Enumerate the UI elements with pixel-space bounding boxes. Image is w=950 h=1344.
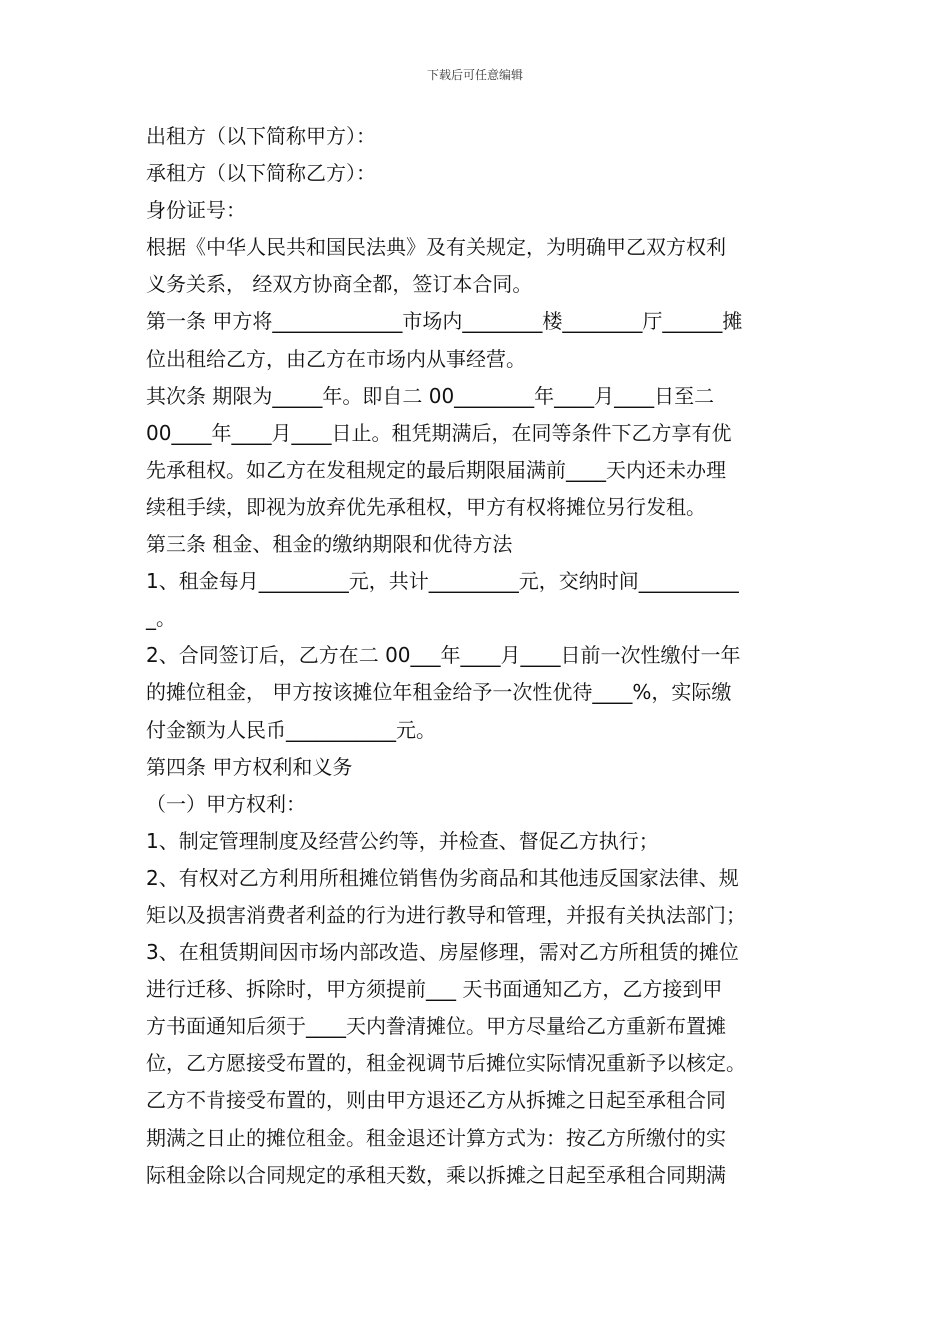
text-line: _。	[146, 606, 176, 631]
text-line: 2、有权对乙方利用所租摊位销售伪劣商品和其他违反国家法律、规	[146, 865, 739, 890]
text-line: 1、租金每月_________元，共计_________元，交纳时间__________	[146, 569, 739, 594]
text-line: 矩以及损害消费者利益的行为进行教导和管理，并报有关执法部门；	[146, 902, 746, 927]
text-line: 位，乙方愿接受布置的，租金视调节后摊位实际情况重新予以核定。	[146, 1051, 746, 1076]
text-line: 1、制定管理制度及经营公约等，并检查、督促乙方执行；	[146, 828, 659, 853]
text-line: 其次条 期限为_____年。即自二 00________年____月____日至二	[146, 383, 715, 408]
text-line: 出租方（以下简称甲方）：	[146, 124, 376, 148]
text-line: 第三条 租金、租金的缴纳期限和优待方法	[146, 532, 513, 557]
text-line: 承租方（以下简称乙方）：	[146, 161, 376, 186]
text-line: 期满之日止的摊位租金。租金退还计算方式为：按乙方所缴付的实	[146, 1125, 726, 1150]
text-line: 方书面通知后须于____天内誊清摊位。甲方尽量给乙方重新布置摊	[146, 1014, 726, 1039]
text-line: 义务关系， 经双方协商全都，签订本合同。	[146, 272, 533, 297]
text-line: 第四条 甲方权利和义务	[146, 754, 353, 779]
text-line: 的摊位租金， 甲方按该摊位年租金给予一次性优待____%，实际缴	[146, 680, 732, 705]
text-line: 先承租权。如乙方在发租规定的最后期限届满前____天内还未办理	[146, 457, 726, 482]
text-line: 际租金除以合同规定的承租天数，乘以拆摊之日起至承租合同期满	[146, 1162, 726, 1187]
text-line: 身份证号：	[146, 198, 246, 223]
text-line: 付金额为人民币___________元。	[146, 717, 436, 742]
header-note: 下载后可任意编辑	[426, 68, 523, 82]
text-line: 乙方不肯接受布置的，则由甲方退还乙方从拆摊之日起至承租合同	[146, 1088, 726, 1113]
contract-body	[146, 118, 822, 1194]
text-line: 续租手续，即视为放弃优先承租权，甲方有权将摊位另行发租。	[146, 494, 706, 519]
text-line: 位出租给乙方，由乙方在市场内从事经营。	[146, 346, 526, 371]
text-line: （一）甲方权利：	[146, 791, 306, 816]
text-line: 3、在租赁期间因市场内部改造、房屋修理，需对乙方所租赁的摊位	[146, 940, 739, 965]
text-line: 根据《中华人民共和国民法典》及有关规定，为明确甲乙双方权利	[146, 235, 726, 260]
text-line: 第一条 甲方将_____________市场内________楼________厅______摊	[146, 309, 743, 334]
text-line: 00____年____月____日止。租凭期满后，在同等条件下乙方享有优	[146, 420, 732, 445]
text-line: 2、合同签订后，乙方在二 00___年____月____日前一次性缴付一年	[146, 643, 741, 668]
text-line: 进行迁移、拆除时，甲方须提前___ 天书面通知乙方，乙方接到甲	[146, 977, 723, 1002]
